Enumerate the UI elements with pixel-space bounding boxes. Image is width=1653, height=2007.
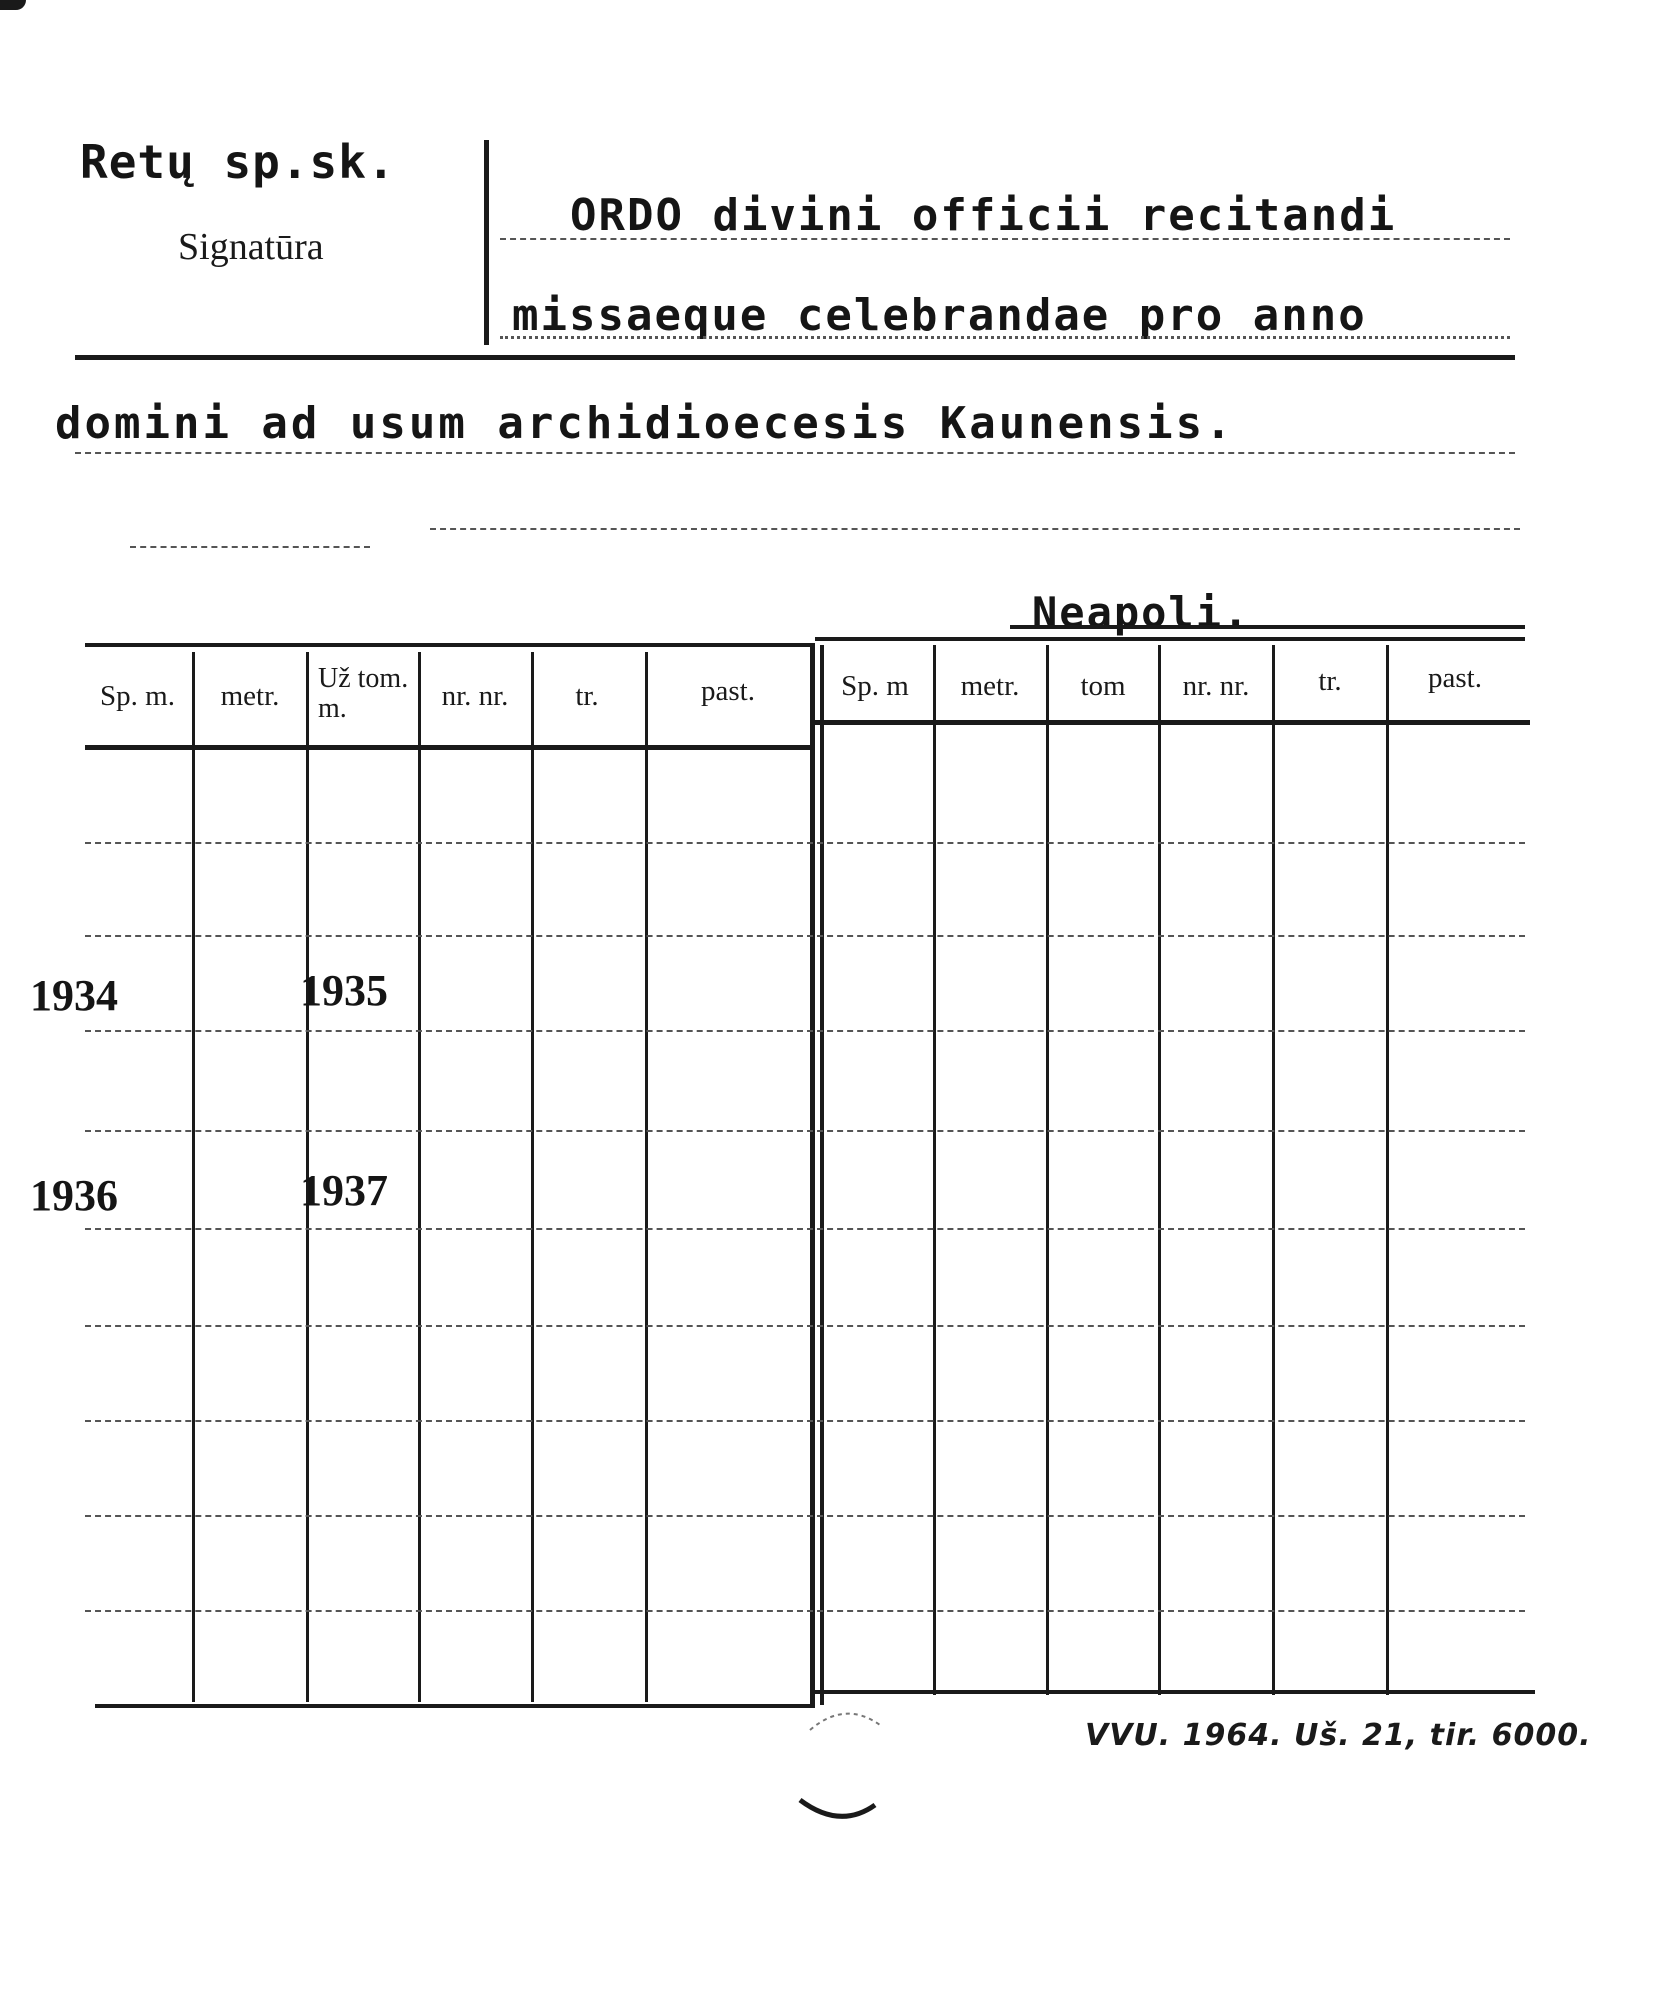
col-divider-8 [1158, 645, 1161, 1695]
punch-hole-mark [790, 1700, 900, 1840]
col-header-metr: metr. [220, 680, 280, 712]
row-rule-3 [85, 1030, 1525, 1032]
title-line-1: ORDO divini officii recitandi [570, 190, 1397, 241]
row-rule-4 [85, 1130, 1525, 1132]
col-header-tr-right: tr. [1318, 665, 1342, 697]
center-double-rule-a [810, 645, 815, 1705]
row-rule-6 [85, 1325, 1525, 1327]
col-divider-1 [192, 652, 195, 1702]
row-rule-9 [85, 1610, 1525, 1612]
table-top-rule [85, 643, 815, 647]
col-divider-7 [1046, 645, 1049, 1695]
blank-rule-1 [130, 546, 370, 548]
col-divider-3 [418, 652, 421, 1702]
row-rule-2 [85, 935, 1525, 937]
title-line-2-rule [500, 336, 1510, 339]
col-header-uz-tom: Už tom. m. [318, 663, 409, 724]
signature-divider [484, 140, 489, 345]
print-note: VVU. 1964. Uš. 21, tir. 6000. [1085, 1718, 1592, 1753]
shelf-caption: Signatūra [178, 226, 324, 268]
shelf-label: Retų sp.sk. [80, 135, 396, 189]
col-divider-9 [1272, 645, 1275, 1695]
row-rule-7 [85, 1420, 1525, 1422]
col-header-sp-m-right: Sp. m [841, 670, 909, 702]
row-rule-1 [85, 842, 1525, 844]
blank-rule-2 [430, 528, 1520, 530]
col-header-past: past. [701, 675, 755, 707]
row-2-tom: 1937 [300, 1166, 388, 1215]
center-double-rule-b [820, 645, 824, 1705]
col-divider-6 [933, 645, 936, 1695]
row-rule-5 [85, 1228, 1525, 1230]
row-1-sp-m: 1934 [30, 971, 118, 1020]
title-line-3-rule [75, 452, 1515, 454]
table-bottom-rule [95, 1704, 815, 1708]
col-header-tom-right: tom [1080, 670, 1126, 702]
row-rule-8 [85, 1515, 1525, 1517]
col-header-nr: nr. nr. [441, 680, 509, 712]
place-rule [1010, 625, 1525, 629]
row-1-tom: 1935 [300, 966, 388, 1015]
table-bottom-rule-right [815, 1690, 1535, 1694]
col-header-tr: tr. [575, 680, 599, 712]
corner-ink-mark [0, 0, 26, 10]
col-header-nr-right: nr. nr. [1182, 670, 1250, 702]
title-line-3: domini ad usum archidioecesis Kaunensis. [55, 398, 1235, 449]
signature-rule [75, 355, 1515, 360]
title-line-1-rule [500, 238, 1510, 240]
col-divider-5 [645, 652, 648, 1702]
row-2-sp-m: 1936 [30, 1171, 118, 1220]
col-divider-4 [531, 652, 534, 1702]
col-divider-10 [1386, 645, 1389, 1695]
col-header-past-right: past. [1428, 662, 1482, 694]
publication-place: Neapoli. [1032, 588, 1251, 637]
col-header-sp-m: Sp. m. [100, 680, 175, 712]
table-top-rule-right [815, 637, 1525, 641]
header-bottom-rule-right [815, 720, 1530, 725]
title-line-2: missaeque celebrandae pro anno [512, 290, 1367, 341]
col-header-metr-right: metr. [960, 670, 1020, 702]
